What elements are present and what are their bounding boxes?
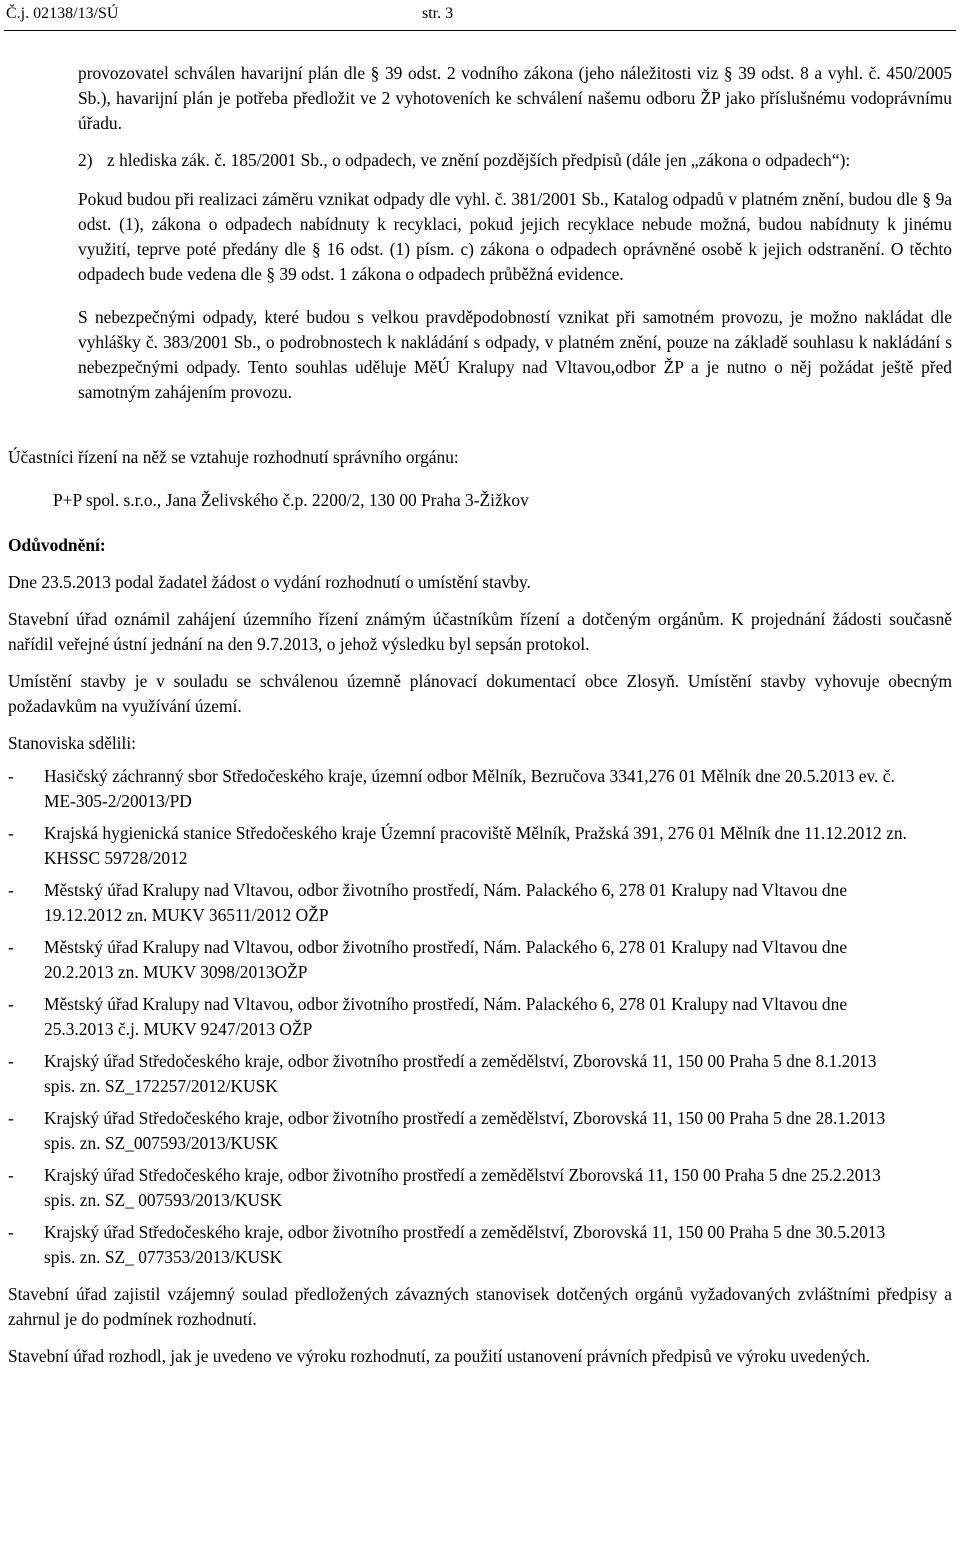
- paragraph-odpady: Pokud budou při realizaci záměru vznikat odpady dle vyhl. č. 381/2001 Sb., Katalog odpadů v platném znění, budou dle § 9a odst. (1), zákona o odpadech nabídnuty k recyklaci, pokud jejich recyklace nebude možná, budou nabídnuty k jinému využití, teprve poté předány dle § 16 odst. (1) písm. c) zákona o odpadech oprávněné osobě k jejich odstranění. O těchto odpadech bude vedena dle § 39 odst. 1 zákona o odpadech průběžná evidence.: [78, 189, 952, 284]
- list-item-text: Krajská hygienická stanice Středočeského kraje Územní pracoviště Mělník, Pražská 391, 276 01 Mělník dne 11.12.2012 zn. KHSSC 59728/2012: [44, 823, 907, 868]
- page-header: [4, 0, 956, 31]
- reference-number: Č.j. 02138/13/SÚ: [6, 5, 119, 22]
- list-dash: -: [8, 766, 14, 786]
- main-section: [4, 445, 956, 1369]
- list-dash: -: [8, 880, 14, 900]
- party-entry: P+P spol. s.r.o., Jana Želivského č.p. 2200/2, 130 00 Praha 3-Žižkov: [53, 490, 529, 510]
- opinions-label: Stanoviska sdělili:: [8, 733, 137, 753]
- list-item-text: Krajský úřad Středočeského kraje, odbor životního prostředí a zemědělství, Zborovská 11, 150 00 Praha 5 dne 30.5.2013 spis. zn. SZ_ 077353/2013/KUSK: [44, 1222, 886, 1267]
- conditions-section: [4, 31, 956, 405]
- reasoning-paragraph-3: Umístění stavby je v souladu se schválenou územně plánovací dokumentací obce Zlosyň. Umístění stavby vyhovuje obecným požadavkům na využívání území.: [8, 671, 952, 716]
- list-item: [8, 1220, 952, 1270]
- list-item: [8, 1163, 952, 1213]
- list-dash: -: [8, 1051, 14, 1071]
- parties-label: Účastníci řízení na něž se vztahuje rozhodnutí správního orgánu:: [8, 447, 459, 467]
- list-item: [8, 935, 952, 985]
- list-item: [8, 821, 952, 871]
- list-dash: -: [8, 994, 14, 1014]
- opinions-list: [8, 764, 952, 1270]
- list-dash: -: [8, 1108, 14, 1128]
- list-item-text: Krajský úřad Středočeského kraje, odbor životního prostředí a zemědělství, Zborovská 11, 150 00 Praha 5 dne 28.1.2013 spis. zn. SZ_007593/2013/KUSK: [44, 1108, 886, 1153]
- list-dash: -: [8, 823, 14, 843]
- list-item-text: Městský úřad Kralupy nad Vltavou, odbor životního prostředí, Nám. Palackého 6, 278 01 Kralupy nad Vltavou dne 19.12.2012 zn. MUKV 36511/2012 OŽP: [44, 880, 848, 925]
- list-dash: -: [8, 1165, 14, 1185]
- list-item-text: Městský úřad Kralupy nad Vltavou, odbor životního prostředí, Nám. Palackého 6, 278 01 Kralupy nad Vltavou dne 25.3.2013 č.j. MUKV 9247/2013 OŽP: [44, 994, 848, 1039]
- list-item: [8, 764, 952, 814]
- page-number: str. 3: [422, 5, 454, 22]
- list-item-text: Hasičský záchranný sbor Středočeského kraje, územní odbor Mělník, Bezručova 3341,276 01 Mělník dne 20.5.2013 ev. č. ME-305-2/20013/PD: [44, 766, 895, 811]
- list-item: [8, 878, 952, 928]
- paragraph-nebezpecne-odpady: S nebezpečnými odpady, které budou s velkou pravděpodobností vznikat při samotném provozu, je možno nakládat dle vyhlášky č. 383/2001 Sb., o podrobnostech k nakládání s odpady, v platném znění, pouze na základě souhlasu k nakládání s nebezpečnými odpady. Tento souhlas uděluje MěÚ Kralupy nad Vltavou,odbor ŽP a je nutno o něj požádat ještě před samotným zahájením provozu.: [78, 307, 952, 402]
- reasoning-heading: Odůvodnění:: [8, 535, 106, 555]
- list-item: [8, 992, 952, 1042]
- list-item-text: Krajský úřad Středočeského kraje, odbor životního prostředí a zemědělství, Zborovská 11, 150 00 Praha 5 dne 8.1.2013 spis. zn. SZ_172257/2012/KUSK: [44, 1051, 877, 1096]
- reasoning-paragraph-2: Stavební úřad oznámil zahájení územního řízení známým účastníkům řízení a dotčeným orgánům. K projednání žádosti současně nařídil veřejné ústní jednání na den 9.7.2013, o jehož výsledku byl sepsán protokol.: [8, 609, 952, 654]
- list-item-text: Městský úřad Kralupy nad Vltavou, odbor životního prostředí, Nám. Palackého 6, 278 01 Kralupy nad Vltavou dne 20.2.2013 zn. MUKV 3098/2013OŽP: [44, 937, 848, 982]
- list-dash: -: [8, 1222, 14, 1242]
- reasoning-paragraph-5: Stavební úřad rozhodl, jak je uvedeno ve výroku rozhodnutí, za použití ustanovení právních předpisů ve výroku uvedených.: [8, 1346, 871, 1366]
- condition-item-2: [78, 148, 952, 173]
- list-item: [8, 1049, 952, 1099]
- paragraph-havarijni-plan: provozovatel schválen havarijní plán dle § 39 odst. 2 vodního zákona (jeho náležitosti viz § 39 odst. 8 a vyhl. č. 450/2005 Sb.), havarijní plán je potřeba předložit ve 2 vyhotoveních ke schválení našemu odboru ŽP jako příslušnému vodoprávnímu úřadu.: [78, 63, 952, 133]
- condition-text: z hlediska zák. č. 185/2001 Sb., o odpadech, ve znění pozdějších předpisů (dále jen „zákona o odpadech“):: [107, 150, 851, 170]
- reasoning-paragraph-1: Dne 23.5.2013 podal žadatel žádost o vydání rozhodnutí o umístění stavby.: [8, 572, 531, 592]
- list-item: [8, 1106, 952, 1156]
- condition-number: 2): [78, 150, 93, 170]
- list-dash: -: [8, 937, 14, 957]
- reasoning-paragraph-4: Stavební úřad zajistil vzájemný soulad předložených závazných stanovisek dotčených orgánů vyžadovaných zvláštními předpisy a zahrnul je do podmínek rozhodnutí.: [8, 1284, 952, 1329]
- list-item-text: Krajský úřad Středočeského kraje, odbor životního prostředí a zemědělství Zborovská 11, 150 00 Praha 5 dne 25.2.2013 spis. zn. SZ_ 007593/2013/KUSK: [44, 1165, 881, 1210]
